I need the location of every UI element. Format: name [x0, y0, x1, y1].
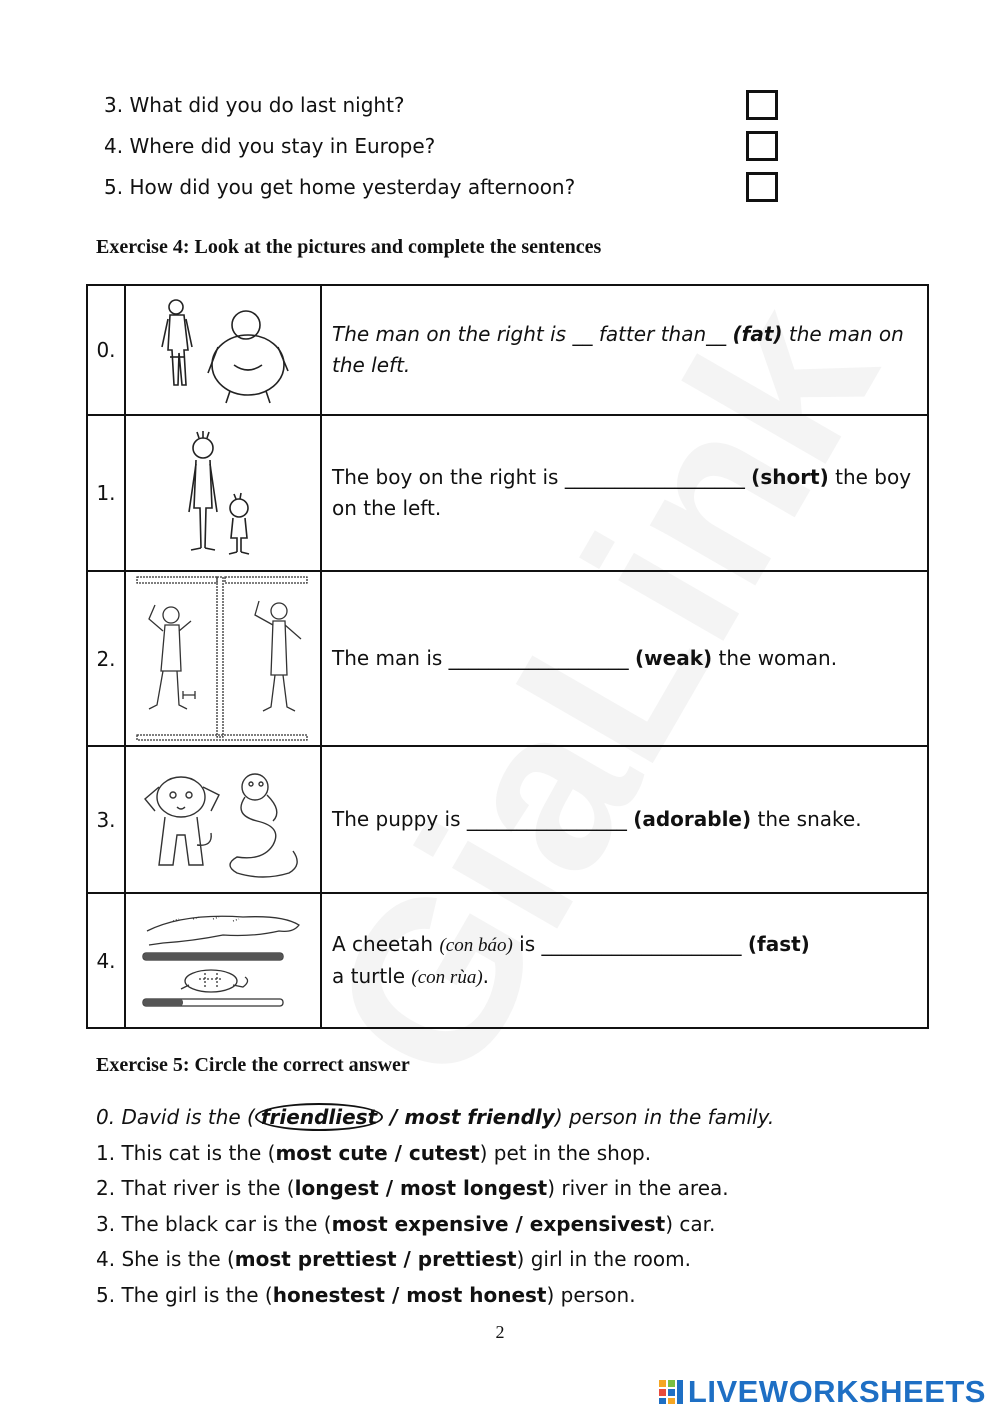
picture-cell: [125, 571, 321, 746]
sentence-text: .: [482, 963, 490, 988]
table-row: [87, 415, 928, 571]
item-text: 4. She is the (: [96, 1247, 235, 1271]
row-number: 1.: [87, 415, 125, 571]
item-text: 0. David is the (: [96, 1105, 255, 1129]
item-text: 5. The girl is the (: [96, 1282, 273, 1307]
option-b[interactable]: cutest: [408, 1140, 480, 1165]
option-b[interactable]: most honest: [406, 1282, 547, 1307]
exercise-4-table: [86, 284, 929, 1029]
table-row: [87, 285, 928, 415]
adjective-hint: (fat): [732, 322, 783, 346]
answer-blank[interactable]: __________________: [564, 465, 745, 489]
option-a[interactable]: most prettiest: [234, 1247, 397, 1271]
option-separator: /: [387, 1140, 409, 1165]
option-separator: /: [378, 1176, 401, 1200]
option-separator: /: [383, 1105, 405, 1129]
option-a[interactable]: friendliest: [255, 1103, 383, 1131]
list-item: [96, 1242, 774, 1278]
picture-cell: [125, 415, 321, 571]
exercise-5-title: Exercise 5: Circle the correct answer: [96, 1054, 410, 1076]
answer-box[interactable]: [746, 90, 778, 120]
picture-cell: [125, 746, 321, 893]
exercise-5-list: [96, 1100, 774, 1313]
option-a[interactable]: most cute: [275, 1140, 388, 1165]
adjective-hint: (short): [751, 465, 829, 489]
answer-blank[interactable]: ________________: [466, 807, 627, 831]
sentence-text: the boy on the left.: [332, 465, 912, 520]
liveworksheets-icon: [658, 1379, 684, 1405]
question-text: 4. Where did you stay in Europe?: [104, 134, 436, 158]
table-row: [87, 571, 928, 746]
option-separator: /: [508, 1211, 530, 1236]
option-b[interactable]: most longest: [400, 1176, 548, 1200]
list-item: [96, 1207, 774, 1243]
item-text: 2. That river is the (: [96, 1176, 295, 1200]
sentence-cell: [321, 746, 928, 893]
option-a[interactable]: longest: [294, 1176, 379, 1200]
tall-boy-and-short-boy-image: [163, 428, 283, 558]
question-text: 5. How did you get home yesterday afternoon?: [104, 175, 576, 199]
exercise-4-title: Exercise 4: Look at the pictures and complete the sentences: [96, 236, 602, 258]
sentence-cell: [321, 571, 928, 746]
question-text: 3. What did you do last night?: [104, 93, 405, 117]
question-row: [104, 88, 804, 129]
item-text: ) person.: [546, 1282, 636, 1307]
page-number: 2: [495, 1322, 505, 1342]
sentence-text: the man on the left.: [332, 322, 904, 377]
thin-man-and-fat-man-image: [148, 295, 298, 405]
logo-text: LIVEWORKSHEETS: [687, 1374, 986, 1409]
table-row: [87, 893, 928, 1028]
row-number: 4.: [87, 893, 125, 1028]
row-number: 0.: [87, 285, 125, 415]
example-answer: __ fatter than__: [572, 322, 727, 346]
sentence-text: The boy on the right is: [332, 465, 565, 489]
option-a[interactable]: honestest: [272, 1282, 385, 1307]
liveworksheets-logo[interactable]: [658, 1374, 986, 1410]
puppy-and-snake-image: [133, 755, 313, 885]
translation-note: (con báo): [439, 934, 513, 956]
answer-box[interactable]: [746, 172, 778, 202]
sentence-text: a turtle: [332, 963, 412, 988]
item-text: 1. This cat is the (: [96, 1140, 276, 1165]
adjective-hint: (weak): [635, 646, 713, 670]
strong-woman-and-weak-man-image: [135, 575, 311, 743]
sentence-cell: [321, 415, 928, 571]
row-number: 2.: [87, 571, 125, 746]
sentence-text: The man on the right is: [332, 322, 573, 346]
adjective-hint: (adorable): [633, 807, 752, 831]
sentence-text: the woman.: [712, 646, 838, 670]
item-text: ) girl in the room.: [516, 1247, 691, 1271]
item-text: ) car.: [665, 1211, 716, 1236]
option-a[interactable]: most expensive: [331, 1211, 509, 1236]
sentence-text: A cheetah: [332, 931, 440, 956]
option-b[interactable]: most friendly: [404, 1105, 555, 1129]
item-text: ) pet in the shop.: [479, 1140, 652, 1165]
sentence-text: The puppy is: [332, 807, 467, 831]
option-separator: /: [396, 1247, 418, 1271]
question-row: [104, 129, 804, 170]
sentence-text: the snake.: [751, 807, 862, 831]
sentence-text: is: [512, 931, 542, 956]
sentence-cell: [321, 285, 928, 415]
item-text: ) river in the area.: [547, 1176, 729, 1200]
adjective-hint: (fast): [747, 931, 810, 956]
row-number: 3.: [87, 746, 125, 893]
picture-cell: [125, 285, 321, 415]
answer-blank[interactable]: __________________: [448, 646, 629, 670]
question-list: [104, 88, 804, 211]
list-item: [96, 1100, 774, 1136]
item-text: 3. The black car is the (: [96, 1211, 332, 1236]
option-separator: /: [384, 1282, 407, 1307]
cheetah-and-turtle-image: [133, 901, 313, 1021]
sentence-text: The man is: [332, 646, 449, 670]
translation-note: (con rùa): [411, 966, 483, 988]
item-text: ) person in the family.: [554, 1105, 775, 1129]
answer-box[interactable]: [746, 131, 778, 161]
question-row: [104, 170, 804, 211]
list-item: [96, 1278, 774, 1314]
answer-blank[interactable]: ____________________: [541, 931, 742, 956]
option-b[interactable]: expensivest: [529, 1211, 666, 1236]
list-item: [96, 1136, 774, 1172]
list-item: [96, 1171, 774, 1207]
table-row: [87, 746, 928, 893]
sentence-cell: [321, 893, 928, 1028]
option-b[interactable]: prettiest: [417, 1247, 517, 1271]
picture-cell: [125, 893, 321, 1028]
